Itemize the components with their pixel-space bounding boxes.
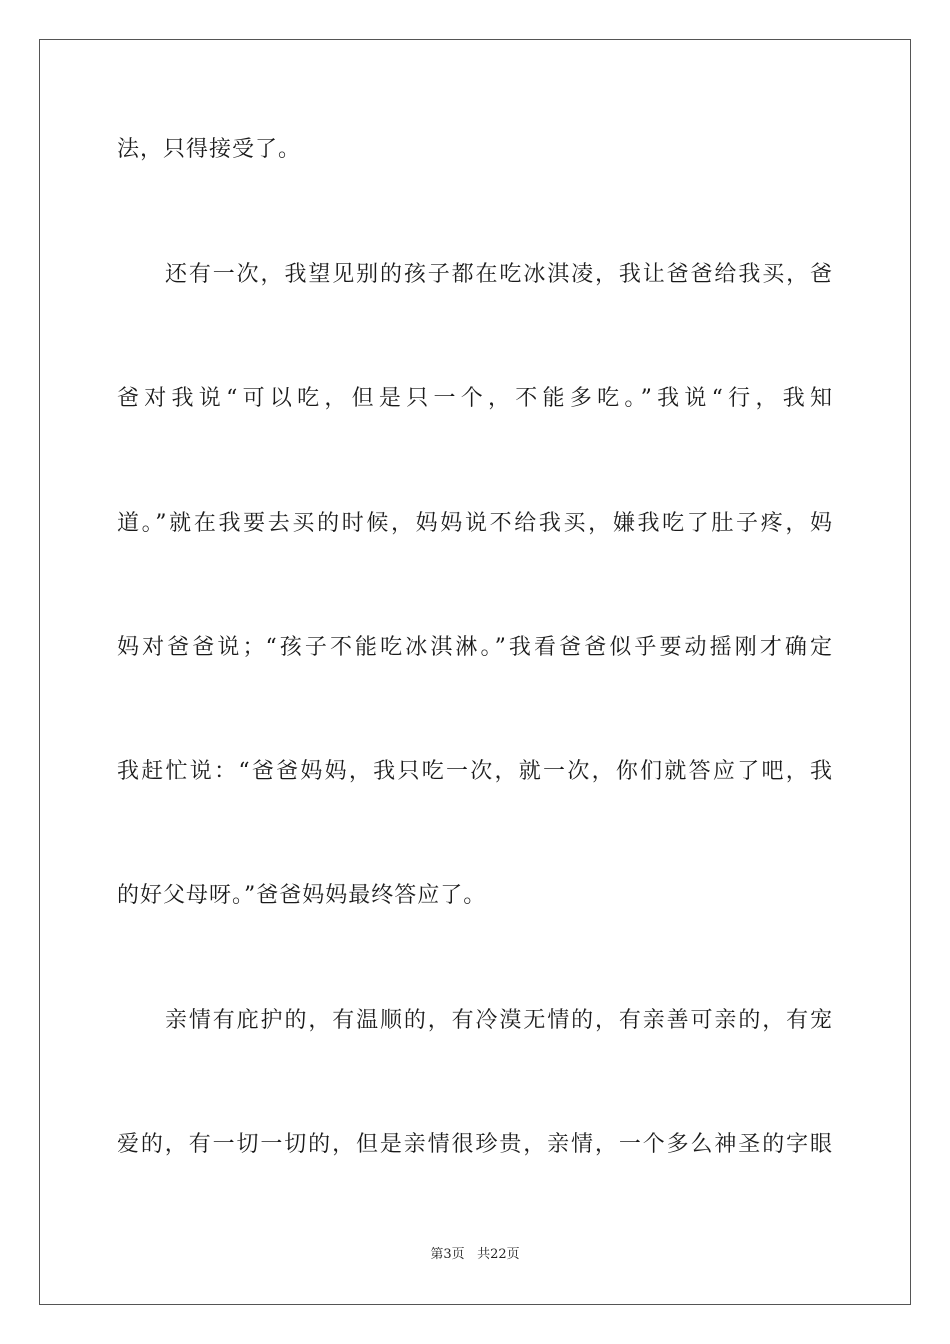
paragraph-line-8: 亲情有庇护的，有温顺的，有冷漠无情的，有亲善可亲的，有宠: [165, 1008, 833, 1033]
paragraph-line-5: 妈对爸爸说；“孩子不能吃冰淇淋。”我看爸爸似乎要动摇刚才确定: [117, 635, 833, 660]
paragraph-line-6: 我赶忙说：“爸爸妈妈，我只吃一次，就一次，你们就答应了吧，我: [117, 759, 833, 784]
paragraph-line-9: 爱的，有一切一切的，但是亲情很珍贵，亲情，一个多么神圣的字眼: [117, 1132, 833, 1157]
page-border: [39, 39, 911, 1305]
paragraph-line-4: 道。”就在我要去买的时候，妈妈说不给我买，嫌我吃了肚子疼，妈: [117, 511, 833, 536]
paragraph-line-2: 还有一次，我望见别的孩子都在吃冰淇凌，我让爸爸给我买，爸: [165, 262, 833, 287]
page-number-label: 第3页: [430, 1247, 465, 1262]
paragraph-line-1: 法，只得接受了。: [117, 137, 302, 162]
total-pages-label: 共22页: [477, 1247, 520, 1262]
page-footer: [0, 1246, 950, 1264]
paragraph-line-7: 的好父母呀。”爸爸妈妈最终答应了。: [117, 883, 487, 908]
paragraph-line-3: 爸对我说“可以吃，但是只一个，不能多吃。”我说“行，我知: [117, 386, 833, 411]
